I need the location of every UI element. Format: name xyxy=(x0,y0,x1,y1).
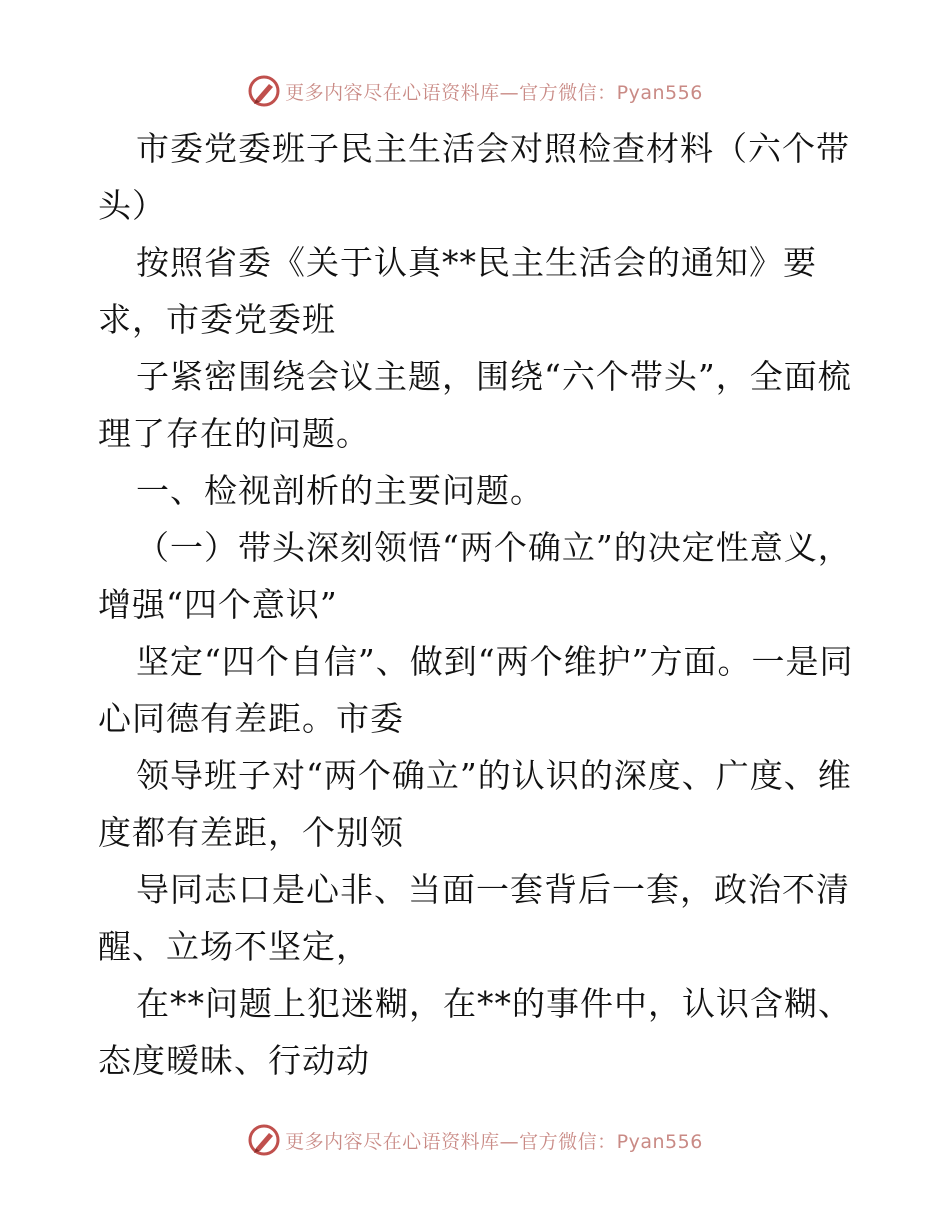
document-body xyxy=(98,120,858,1089)
section-heading: 一、检视剖析的主要问题。 xyxy=(136,471,544,510)
watermark-text: 更多内容尽在心语资料库—官方微信：Pyan556 xyxy=(285,1130,703,1153)
paragraph: 在**问题上犯迷糊，在**的事件中，认识含糊、态度暧昧、行动动 xyxy=(98,984,852,1080)
pen-logo-icon xyxy=(247,1123,281,1157)
subsection-heading: （一）带头深刻领悟“两个确立”的决定性意义，增强“四个意识” xyxy=(98,528,852,624)
header-watermark xyxy=(0,71,950,111)
footer-watermark xyxy=(0,1120,950,1160)
pen-logo-icon xyxy=(247,74,281,108)
paragraph: 领导班子对“两个确立”的认识的深度、广度、维度都有差距，个别领 xyxy=(98,756,852,852)
paragraph: 导同志口是心非、当面一套背后一套，政治不清醒、立场不坚定， xyxy=(98,870,850,966)
paragraph: 按照省委《关于认真**民主生活会的通知》要求，市委党委班 xyxy=(98,243,817,339)
paragraph: 坚定“四个自信”、做到“两个维护”方面。一是同心同德有差距。市委 xyxy=(98,642,854,738)
watermark-text: 更多内容尽在心语资料库—官方微信：Pyan556 xyxy=(285,81,703,104)
document-title: 市委党委班子民主生活会对照检查材料（六个带头） xyxy=(98,129,850,225)
paragraph: 子紧密围绕会议主题，围绕“六个带头”，全面梳理了存在的问题。 xyxy=(98,357,852,453)
